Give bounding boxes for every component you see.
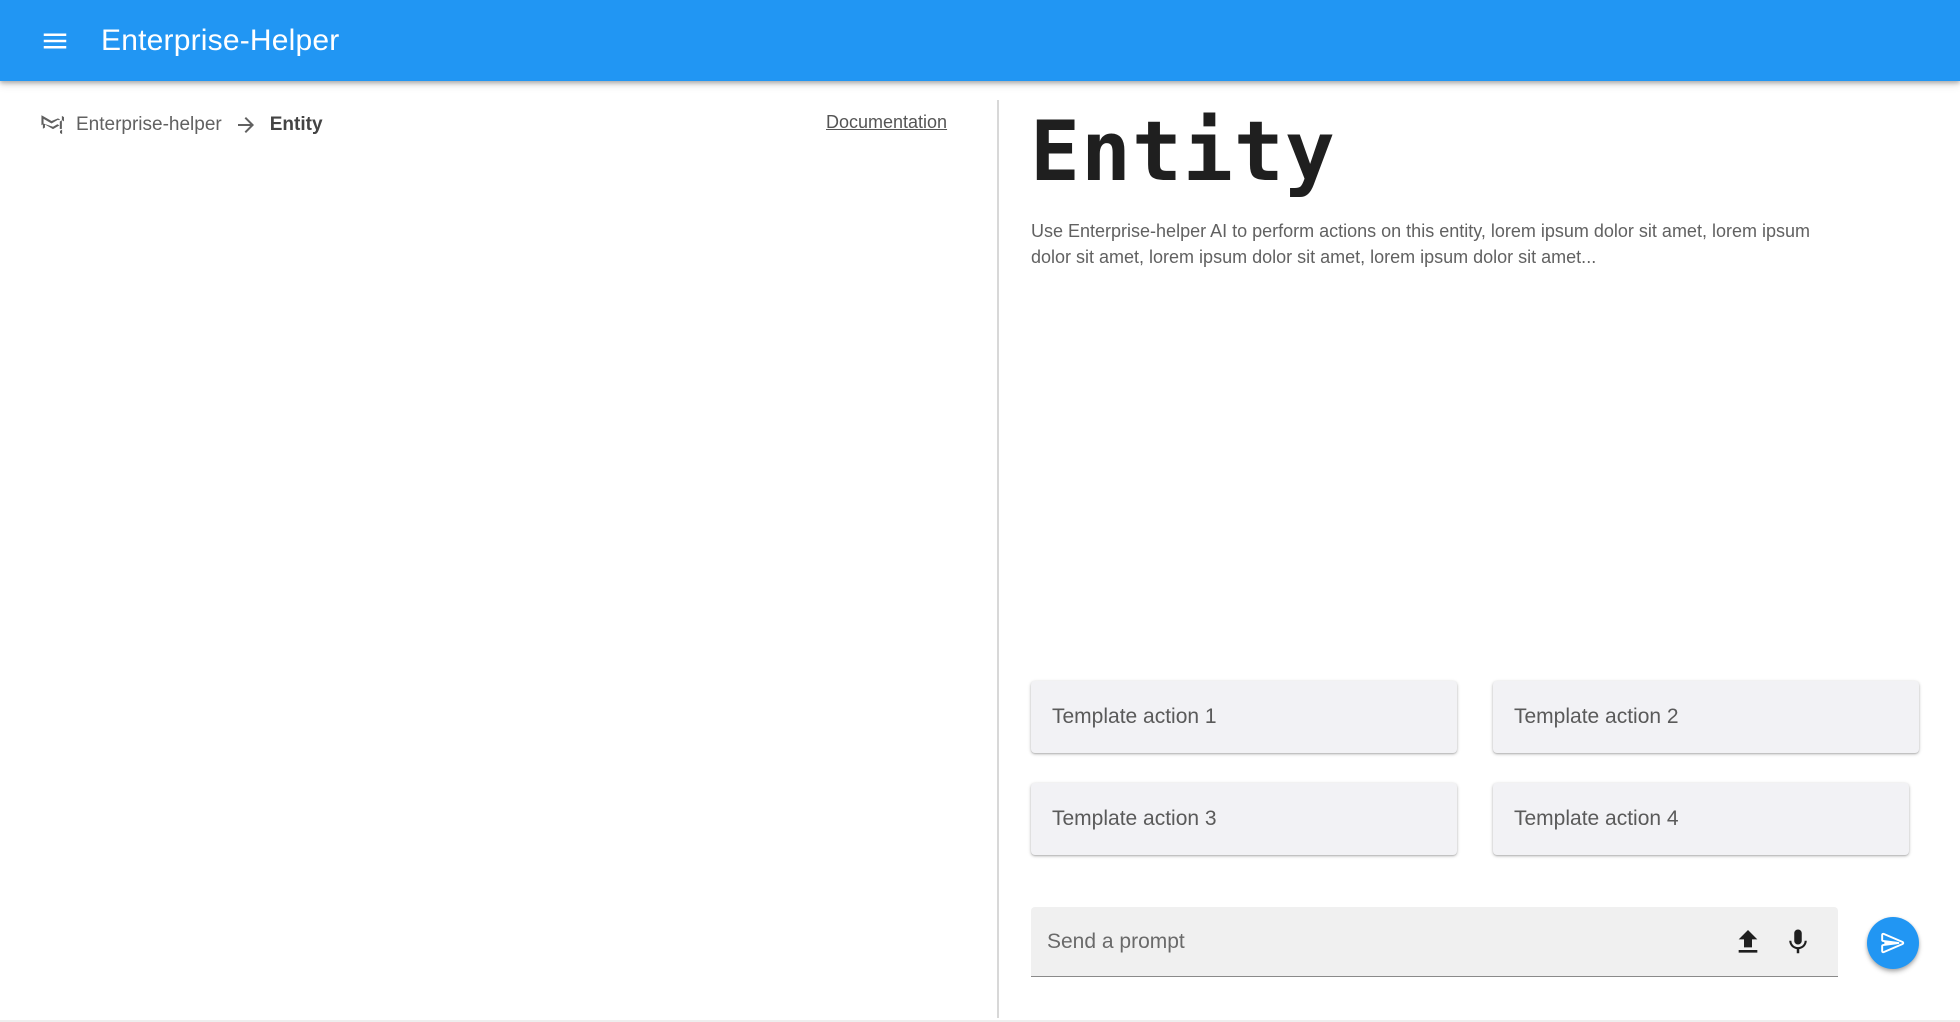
entity-description: Use Enterprise-helper AI to perform actions on this entity, lorem ipsum dolor sit amet, lorem ipsum dolor sit amet, lorem ipsum dolor sit amet, lorem ipsum dolor sit amet... <box>1031 221 1810 267</box>
menu-button[interactable] <box>31 17 79 65</box>
prompt-input[interactable] <box>1031 907 1728 976</box>
pane-divider[interactable] <box>997 100 999 1018</box>
mui-logo-icon <box>40 112 66 138</box>
microphone-button[interactable] <box>1778 922 1818 962</box>
arrow-right-icon <box>234 113 258 137</box>
microphone-icon <box>1783 927 1813 957</box>
upload-icon <box>1732 926 1764 958</box>
prompt-field <box>1031 907 1838 977</box>
template-action-3-button[interactable] <box>1031 783 1457 855</box>
template-action-2-button[interactable] <box>1493 681 1919 753</box>
template-action-label: Template action 2 <box>1514 705 1679 728</box>
app-title: Enterprise-Helper <box>101 23 340 57</box>
documentation-link[interactable]: Documentation <box>826 112 948 132</box>
breadcrumb-current: Entity <box>269 114 323 135</box>
breadcrumb-root-link[interactable]: Enterprise-helper <box>76 114 222 135</box>
breadcrumb <box>40 112 323 138</box>
template-action-label: Template action 3 <box>1052 807 1217 830</box>
upload-button[interactable] <box>1728 922 1768 962</box>
send-button[interactable] <box>1867 917 1919 969</box>
template-action-1-button[interactable] <box>1031 681 1457 753</box>
left-pane <box>0 81 997 1022</box>
page-title: Entity <box>1030 103 1336 200</box>
menu-icon <box>40 26 70 56</box>
template-action-label: Template action 1 <box>1052 705 1217 728</box>
app-bar <box>0 0 1960 81</box>
send-icon <box>1880 930 1906 956</box>
template-action-label: Template action 4 <box>1514 807 1679 830</box>
template-action-4-button[interactable] <box>1493 783 1909 855</box>
